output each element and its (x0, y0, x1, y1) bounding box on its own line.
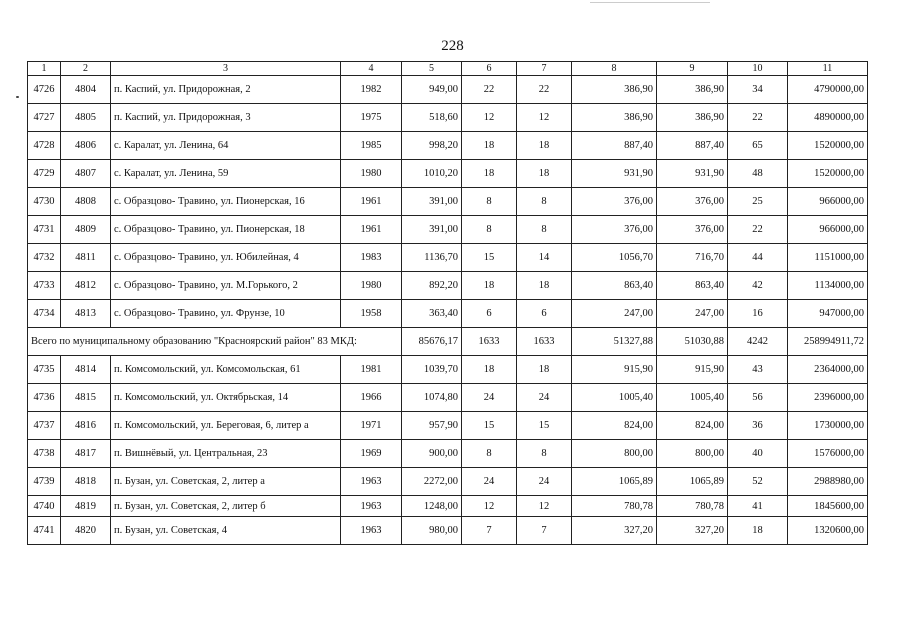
cell-c6: 15 (462, 244, 517, 272)
cell-c4: 1981 (341, 356, 402, 384)
cell-c10: 56 (728, 384, 788, 412)
cell-c5: 892,20 (402, 272, 462, 300)
cell-c9: 931,90 (657, 160, 728, 188)
cell-c10: 36 (728, 412, 788, 440)
cell-c6: 12 (462, 104, 517, 132)
cell-c6: 8 (462, 440, 517, 468)
cell-c10: 44 (728, 244, 788, 272)
cell-c1: 4731 (28, 216, 61, 244)
col-header: 7 (517, 62, 572, 76)
cell-c5: 998,20 (402, 132, 462, 160)
cell-c9: 887,40 (657, 132, 728, 160)
total-c11: 258994911,72 (788, 328, 868, 356)
table-row (28, 517, 868, 545)
cell-c1: 4728 (28, 132, 61, 160)
cell-c9: 800,00 (657, 440, 728, 468)
cell-c4: 1963 (341, 468, 402, 496)
cell-c11: 966000,00 (788, 188, 868, 216)
cell-c1: 4740 (28, 496, 61, 517)
cell-c6: 18 (462, 272, 517, 300)
table-row (28, 188, 868, 216)
cell-c1: 4729 (28, 160, 61, 188)
cell-c3: п. Каспий, ул. Придорожная, 3 (111, 104, 341, 132)
cell-c3: с. Образцово- Травино, ул. Фрунзе, 10 (111, 300, 341, 328)
cell-c9: 386,90 (657, 104, 728, 132)
cell-c4: 1961 (341, 188, 402, 216)
cell-c6: 18 (462, 356, 517, 384)
cell-c4: 1983 (341, 244, 402, 272)
table-row (28, 412, 868, 440)
cell-c1: 4730 (28, 188, 61, 216)
cell-c9: 915,90 (657, 356, 728, 384)
cell-c10: 43 (728, 356, 788, 384)
cell-c8: 376,00 (572, 216, 657, 244)
cell-c7: 14 (517, 244, 572, 272)
cell-c3: п. Комсомольский, ул. Октябрьская, 14 (111, 384, 341, 412)
cell-c1: 4739 (28, 468, 61, 496)
cell-c3: п. Комсомольский, ул. Береговая, 6, литер а (111, 412, 341, 440)
cell-c8: 1056,70 (572, 244, 657, 272)
cell-c3: п. Каспий, ул. Придорожная, 2 (111, 76, 341, 104)
col-header: 10 (728, 62, 788, 76)
cell-c3: с. Каралат, ул. Ленина, 59 (111, 160, 341, 188)
cell-c6: 24 (462, 384, 517, 412)
cell-c4: 1980 (341, 272, 402, 300)
cell-c9: 376,00 (657, 188, 728, 216)
cell-c6: 18 (462, 160, 517, 188)
cell-c4: 1961 (341, 216, 402, 244)
cell-c8: 1005,40 (572, 384, 657, 412)
table-row (28, 440, 868, 468)
cell-c9: 1065,89 (657, 468, 728, 496)
cell-c2: 4807 (61, 160, 111, 188)
cell-c10: 18 (728, 517, 788, 545)
table-row (28, 76, 868, 104)
total-c10: 4242 (728, 328, 788, 356)
table-row (28, 384, 868, 412)
cell-c6: 8 (462, 216, 517, 244)
cell-c11: 1520000,00 (788, 160, 868, 188)
cell-c7: 18 (517, 356, 572, 384)
cell-c7: 24 (517, 468, 572, 496)
cell-c10: 41 (728, 496, 788, 517)
cell-c10: 42 (728, 272, 788, 300)
cell-c7: 22 (517, 76, 572, 104)
cell-c2: 4813 (61, 300, 111, 328)
cell-c10: 52 (728, 468, 788, 496)
cell-c4: 1958 (341, 300, 402, 328)
cell-c5: 957,90 (402, 412, 462, 440)
cell-c4: 1963 (341, 517, 402, 545)
cell-c6: 22 (462, 76, 517, 104)
total-row (28, 328, 868, 356)
cell-c10: 34 (728, 76, 788, 104)
cell-c11: 4790000,00 (788, 76, 868, 104)
cell-c9: 824,00 (657, 412, 728, 440)
col-header: 8 (572, 62, 657, 76)
cell-c5: 1248,00 (402, 496, 462, 517)
cell-c4: 1969 (341, 440, 402, 468)
cell-c5: 1074,80 (402, 384, 462, 412)
cell-c10: 22 (728, 104, 788, 132)
cell-c7: 24 (517, 384, 572, 412)
total-label: Всего по муниципальному образованию "Красноярский район" 83 МКД: (28, 328, 402, 356)
cell-c3: п. Бузан, ул. Советская, 4 (111, 517, 341, 545)
cell-c8: 247,00 (572, 300, 657, 328)
cell-c9: 386,90 (657, 76, 728, 104)
cell-c3: с. Образцово- Травино, ул. Юбилейная, 4 (111, 244, 341, 272)
cell-c10: 25 (728, 188, 788, 216)
cell-c6: 24 (462, 468, 517, 496)
cell-c2: 4805 (61, 104, 111, 132)
cell-c2: 4804 (61, 76, 111, 104)
cell-c11: 2396000,00 (788, 384, 868, 412)
cell-c5: 518,60 (402, 104, 462, 132)
cell-c5: 1010,20 (402, 160, 462, 188)
cell-c5: 949,00 (402, 76, 462, 104)
col-header: 3 (111, 62, 341, 76)
cell-c3: п. Комсомольский, ул. Комсомольская, 61 (111, 356, 341, 384)
table-row (28, 496, 868, 517)
cell-c3: п. Вишнёвый, ул. Центральная, 23 (111, 440, 341, 468)
cell-c8: 327,20 (572, 517, 657, 545)
cell-c4: 1966 (341, 384, 402, 412)
data-table (27, 61, 868, 545)
table-row (28, 132, 868, 160)
cell-c2: 4812 (61, 272, 111, 300)
cell-c7: 15 (517, 412, 572, 440)
header-row (28, 62, 868, 76)
cell-c3: с. Образцово- Травино, ул. Пионерская, 18 (111, 216, 341, 244)
cell-c2: 4820 (61, 517, 111, 545)
cell-c9: 376,00 (657, 216, 728, 244)
total-c9: 51030,88 (657, 328, 728, 356)
cell-c11: 1520000,00 (788, 132, 868, 160)
cell-c2: 4819 (61, 496, 111, 517)
total-c8: 51327,88 (572, 328, 657, 356)
cell-c2: 4816 (61, 412, 111, 440)
total-c5: 85676,17 (402, 328, 462, 356)
cell-c8: 386,90 (572, 76, 657, 104)
cell-c10: 65 (728, 132, 788, 160)
cell-c5: 1136,70 (402, 244, 462, 272)
cell-c2: 4815 (61, 384, 111, 412)
cell-c1: 4727 (28, 104, 61, 132)
scan-artifact (590, 2, 710, 3)
cell-c11: 1151000,00 (788, 244, 868, 272)
cell-c5: 900,00 (402, 440, 462, 468)
cell-c1: 4733 (28, 272, 61, 300)
cell-c10: 16 (728, 300, 788, 328)
cell-c1: 4726 (28, 76, 61, 104)
cell-c8: 1065,89 (572, 468, 657, 496)
cell-c11: 1320600,00 (788, 517, 868, 545)
cell-c11: 4890000,00 (788, 104, 868, 132)
page-number: 228 (441, 38, 464, 54)
scan-mark (16, 96, 19, 98)
cell-c11: 2364000,00 (788, 356, 868, 384)
cell-c8: 780,78 (572, 496, 657, 517)
cell-c11: 2988980,00 (788, 468, 868, 496)
table-row (28, 244, 868, 272)
cell-c3: п. Бузан, ул. Советская, 2, литер а (111, 468, 341, 496)
table-row (28, 104, 868, 132)
cell-c9: 863,40 (657, 272, 728, 300)
cell-c5: 391,00 (402, 216, 462, 244)
cell-c2: 4818 (61, 468, 111, 496)
cell-c1: 4738 (28, 440, 61, 468)
cell-c11: 1845600,00 (788, 496, 868, 517)
cell-c4: 1985 (341, 132, 402, 160)
cell-c9: 1005,40 (657, 384, 728, 412)
cell-c5: 980,00 (402, 517, 462, 545)
cell-c8: 800,00 (572, 440, 657, 468)
table-row (28, 160, 868, 188)
total-c7: 1633 (517, 328, 572, 356)
cell-c11: 1576000,00 (788, 440, 868, 468)
cell-c11: 1134000,00 (788, 272, 868, 300)
cell-c9: 716,70 (657, 244, 728, 272)
cell-c3: п. Бузан, ул. Советская, 2, литер б (111, 496, 341, 517)
table-row (28, 300, 868, 328)
col-header: 4 (341, 62, 402, 76)
cell-c4: 1975 (341, 104, 402, 132)
cell-c1: 4741 (28, 517, 61, 545)
cell-c5: 363,40 (402, 300, 462, 328)
table-row (28, 216, 868, 244)
cell-c8: 863,40 (572, 272, 657, 300)
cell-c4: 1982 (341, 76, 402, 104)
cell-c7: 8 (517, 440, 572, 468)
col-header: 9 (657, 62, 728, 76)
cell-c10: 22 (728, 216, 788, 244)
cell-c6: 7 (462, 517, 517, 545)
cell-c8: 824,00 (572, 412, 657, 440)
cell-c2: 4809 (61, 216, 111, 244)
col-header: 11 (788, 62, 868, 76)
cell-c7: 18 (517, 132, 572, 160)
cell-c6: 12 (462, 496, 517, 517)
cell-c6: 15 (462, 412, 517, 440)
cell-c2: 4814 (61, 356, 111, 384)
cell-c11: 1730000,00 (788, 412, 868, 440)
cell-c2: 4808 (61, 188, 111, 216)
cell-c8: 386,90 (572, 104, 657, 132)
cell-c1: 4732 (28, 244, 61, 272)
cell-c7: 18 (517, 272, 572, 300)
cell-c9: 327,20 (657, 517, 728, 545)
cell-c4: 1963 (341, 496, 402, 517)
cell-c11: 947000,00 (788, 300, 868, 328)
cell-c7: 8 (517, 188, 572, 216)
cell-c7: 12 (517, 496, 572, 517)
cell-c10: 40 (728, 440, 788, 468)
total-c6: 1633 (462, 328, 517, 356)
cell-c6: 6 (462, 300, 517, 328)
cell-c8: 931,90 (572, 160, 657, 188)
cell-c2: 4806 (61, 132, 111, 160)
cell-c8: 887,40 (572, 132, 657, 160)
cell-c10: 48 (728, 160, 788, 188)
col-header: 5 (402, 62, 462, 76)
cell-c1: 4735 (28, 356, 61, 384)
cell-c5: 391,00 (402, 188, 462, 216)
cell-c6: 8 (462, 188, 517, 216)
cell-c2: 4817 (61, 440, 111, 468)
cell-c1: 4734 (28, 300, 61, 328)
cell-c4: 1971 (341, 412, 402, 440)
cell-c7: 8 (517, 216, 572, 244)
cell-c7: 7 (517, 517, 572, 545)
cell-c7: 18 (517, 160, 572, 188)
table-row (28, 272, 868, 300)
cell-c5: 1039,70 (402, 356, 462, 384)
cell-c3: с. Каралат, ул. Ленина, 64 (111, 132, 341, 160)
cell-c11: 966000,00 (788, 216, 868, 244)
col-header: 1 (28, 62, 61, 76)
col-header: 2 (61, 62, 111, 76)
cell-c3: с. Образцово- Травино, ул. Пионерская, 16 (111, 188, 341, 216)
cell-c8: 915,90 (572, 356, 657, 384)
col-header: 6 (462, 62, 517, 76)
cell-c4: 1980 (341, 160, 402, 188)
cell-c7: 6 (517, 300, 572, 328)
table-row (28, 468, 868, 496)
cell-c9: 247,00 (657, 300, 728, 328)
cell-c1: 4737 (28, 412, 61, 440)
cell-c2: 4811 (61, 244, 111, 272)
cell-c7: 12 (517, 104, 572, 132)
cell-c3: с. Образцово- Травино, ул. М.Горького, 2 (111, 272, 341, 300)
cell-c6: 18 (462, 132, 517, 160)
cell-c5: 2272,00 (402, 468, 462, 496)
table-row (28, 356, 868, 384)
cell-c8: 376,00 (572, 188, 657, 216)
cell-c1: 4736 (28, 384, 61, 412)
cell-c9: 780,78 (657, 496, 728, 517)
